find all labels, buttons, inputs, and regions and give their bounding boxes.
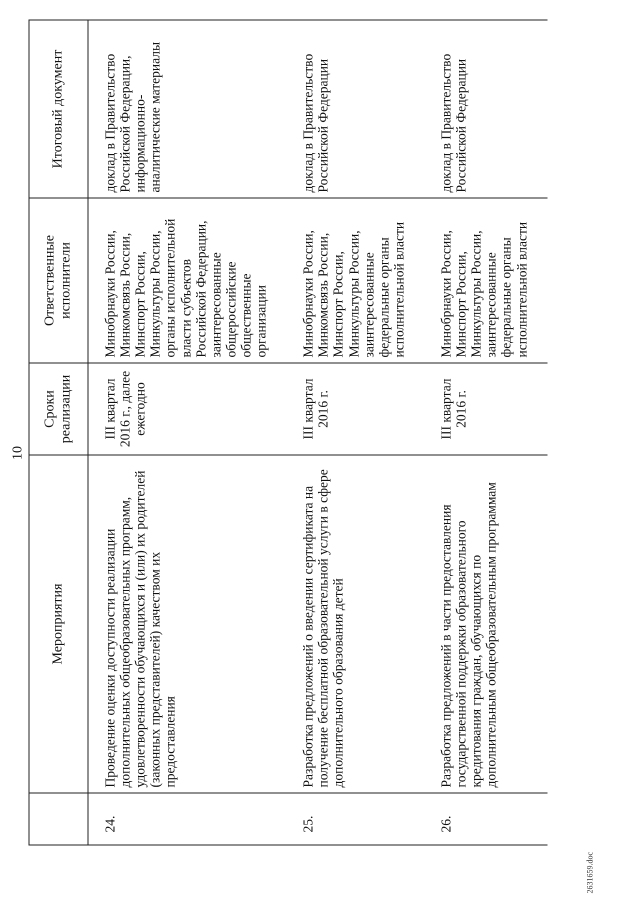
table-row: [286, 20, 424, 845]
row-executors: Минобрнауки России, Минкомсвязь России, Минспорт России, Минкультуры России, заинтересованные федеральные органы исполнительной власти: [286, 198, 424, 363]
header-terms: Сроки реализации: [29, 363, 88, 455]
page-number: 10: [10, 445, 25, 460]
row-result: доклад в Правительство Российской Федерации, информационно-аналитические материалы: [88, 20, 287, 198]
row-number: 25.: [286, 793, 424, 845]
row-executors: Минобрнауки России, Минспорт России, Минкультуры России, заинтересованные федеральные органы исполнительной власти: [424, 198, 547, 363]
document-reference: 2631659.doc: [585, 851, 594, 893]
header-number: [29, 793, 88, 845]
row-term: III квартал 2016 г.: [286, 363, 424, 455]
header-executors: Ответственные исполнители: [29, 198, 88, 363]
row-term: III квартал 2016 г., далее ежегодно: [88, 363, 287, 455]
row-measure: Разработка предложений о введении сертификата на получение бесплатной образовательной услуги в сфере дополнительного образования детей: [286, 455, 424, 793]
row-measure: Разработка предложений в части предоставления государственной поддержки образовательного кредитования граждан, обучающихся по дополнительным общеобразовательным программам: [424, 455, 547, 793]
header-measures: Мероприятия: [29, 455, 88, 793]
table-row: [88, 20, 287, 845]
row-executors: Минобрнауки России, Минкомсвязь России, Минспорт России, Минкультуры России, органы исполнительной власти субъектов Российской Федерации, заинтересованные общероссийские общественные организации: [88, 198, 287, 363]
measures-table: [28, 19, 547, 845]
row-number: 26.: [424, 793, 547, 845]
row-term: III квартал 2016 г.: [424, 363, 547, 455]
row-number: 24.: [88, 793, 287, 845]
header-result-document: Итоговый документ: [29, 20, 88, 198]
row-measure: Проведение оценки доступности реализации дополнительных общеобразовательных программ, удовлетворенности обучающихся и (или) их родителей (законных представителей) качеством их предоставления: [88, 455, 287, 793]
table-row: [424, 20, 547, 845]
row-result: доклад в Правительство Российской Федерации: [424, 20, 547, 198]
table-header-row: [29, 20, 88, 845]
row-result: доклад в Правительство Российской Федерации: [286, 20, 424, 198]
